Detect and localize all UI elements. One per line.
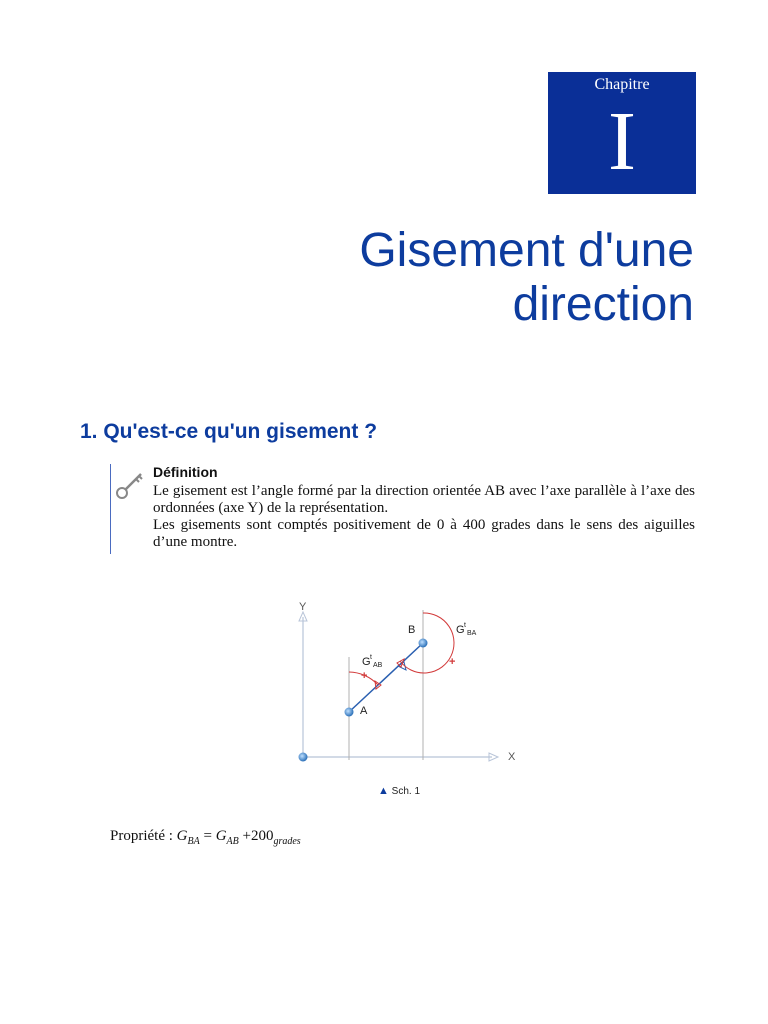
chapter-title <box>94 224 694 332</box>
chapter-title-line2: direction <box>512 278 694 331</box>
point-b-label: B <box>408 624 416 636</box>
origin-point <box>299 753 308 762</box>
chapter-box <box>548 72 696 194</box>
point-b <box>419 639 428 648</box>
caption-prefix: Sch. <box>391 786 412 797</box>
svg-text:t: t <box>464 622 466 629</box>
chapter-title-line1: Gisement d'une <box>359 224 694 277</box>
formula-plus: + <box>242 828 251 844</box>
definition-body <box>153 483 695 551</box>
definition-rule <box>110 464 111 554</box>
x-axis-label: X <box>508 751 516 763</box>
key-icon <box>114 470 144 502</box>
property-label: Propriété : <box>110 828 173 844</box>
formula-rhs: $G_{AB}$ <box>215 828 239 847</box>
gisement-diagram <box>280 595 530 775</box>
y-axis-label: Y <box>299 601 307 613</box>
formula-equals: = <box>203 828 212 844</box>
figure-caption <box>378 785 420 797</box>
chapter-number: I <box>608 95 636 188</box>
point-a-label: A <box>360 705 368 717</box>
svg-text:G: G <box>362 656 371 668</box>
definition-title: Définition <box>153 464 218 480</box>
svg-text:BA: BA <box>467 630 477 637</box>
angle-ba-label <box>456 622 477 637</box>
point-a <box>345 708 354 717</box>
angle-ba-plus: + <box>449 656 456 668</box>
formula-lhs: $G_{BA}$ <box>176 828 200 847</box>
angle-ab-plus: + <box>361 670 368 682</box>
caption-number: 1 <box>414 786 421 797</box>
svg-text:t: t <box>370 654 372 661</box>
caption-triangle-icon: ▲ <box>378 785 389 797</box>
svg-text:AB: AB <box>373 662 383 669</box>
formula-constant: 200 <box>250 828 274 844</box>
svg-text:G: G <box>456 624 465 636</box>
angle-ab-label <box>362 654 383 669</box>
definition-paragraph-1: Le gisement est l’angle formé par la direction orientée AB avec l’axe parallèle à l’axe des ordonnées (axe Y) de la représentation. <box>153 483 695 516</box>
chapter-label: Chapitre <box>594 76 650 93</box>
section-heading: 1. Qu'est-ce qu'un gisement ? <box>80 420 378 443</box>
formula-unit: grades <box>273 836 301 847</box>
definition-paragraph-2: Les gisements sont comptés positivement de 0 à 400 grades dans le sens des aiguilles d’une montre. <box>153 517 695 550</box>
property-formula <box>110 828 301 847</box>
